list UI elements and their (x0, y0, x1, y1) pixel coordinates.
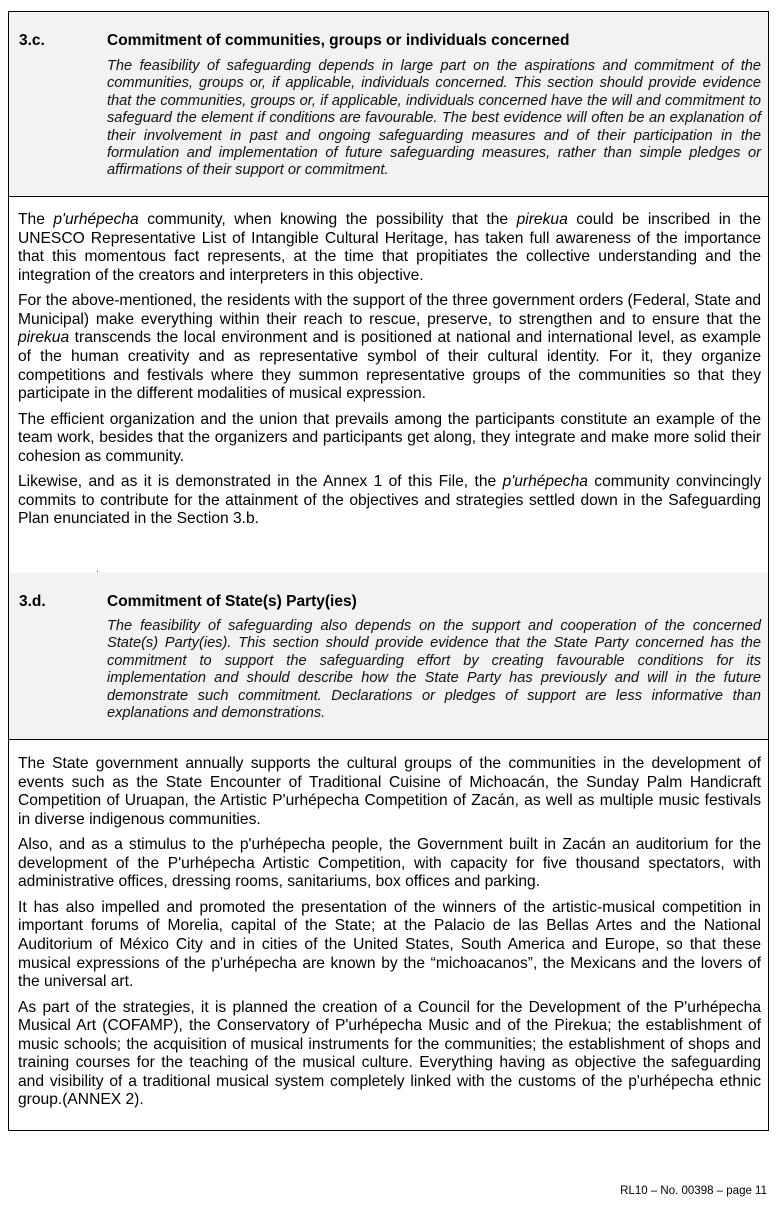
italic-term: pirekua (516, 211, 568, 228)
paragraph (18, 473, 761, 529)
text-run: community, when knowing the possibility that the (138, 211, 517, 228)
paragraph (18, 292, 761, 404)
section-number: 3.c. (19, 32, 45, 49)
section-3d-header (9, 573, 768, 740)
section-number: 3.d. (19, 593, 46, 610)
section-guidance: The feasibility of safeguarding also depends on the support and cooperation of the concerned State(s) Party(ies). This section should provide evidence that the State Party concerned has the commitment to support the safeguarding effort by creating favourable conditions for its implementation and should describe how the State Party has previously and will in the future demonstrate such commitment. Declarations or pledges of support are less informative than explanations and demonstrations. (107, 618, 761, 722)
section-title: Commitment of communities, groups or individuals concerned (107, 32, 570, 49)
text-run: The (18, 211, 54, 228)
text-run: transcends the local environment and is positioned at national and international level, as example of the human creativity and as representative symbol of their cultural identity. For it, they organize competitions and festivals where they summon representative groups of the communities so that they participate in the different modalities of musical expression. (18, 329, 761, 403)
section-3c-body (18, 211, 761, 536)
italic-term: p'urhépecha (502, 473, 588, 491)
paragraph: The State government annually supports the cultural groups of the communities in the development of events such as the State Encounter of Traditional Cuisine of Michoacán, the Sunday Palm Handicraft Competition of Uruapan, the Artistic P'urhépecha Competition of Zacán, as well as multiple music festivals in diverse indigenous communities. (18, 755, 761, 828)
text-run: community convincingly commits to contribute for the attainment of the objectives and strategies settled down in the Safeguarding Plan enunciated in the Section 3.b. (18, 473, 762, 528)
form-frame (8, 11, 769, 1131)
section-title: Commitment of State(s) Party(ies) (107, 593, 357, 610)
section-3c-header (9, 12, 768, 197)
text-run: Likewise, and as it is demonstrated in the Annex 1 of this File, the (18, 473, 503, 491)
page-footer: RL10 – No. 00398 – page 11 (620, 1185, 767, 1197)
stray-mark (97, 571, 98, 572)
paragraph: It has also impelled and promoted the presentation of the winners of the artistic-musical competition in important forums of Morelia, capital of the State; at the Palacio de las Bellas Artes and the National Auditorium of México City and in cities of the United States, South America and Europe, so that these musical expressions of the p'urhépecha are known by the “michoacanos”, the Mexicans and the lovers of the universal art. (18, 898, 761, 991)
paragraph: Also, and as a stimulus to the p'urhépecha people, the Government built in Zacán an auditorium for the development of the P'urhépecha Artistic Competition, with capacity for five thousand spectators, with administrative offices, dressing rooms, sanitariums, box offices and parking. (18, 836, 761, 891)
paragraph: The efficient organization and the union that prevails among the participants constitute an example of the team work, besides that the organizers and participants get along, they integrate and make more solid their cohesion as community. (18, 410, 761, 465)
section-guidance: The feasibility of safeguarding depends in large part on the aspirations and commitment of the communities, groups or, if applicable, individuals concerned. This section should provide evidence that the communities, groups or, if applicable, individuals concerned have the will and commitment to safeguard the element if conditions are favourable. The best evidence will often be an explanation of their involvement in past and ongoing safeguarding measures and of their participation in the formulation and implementation of future safeguarding measures, rather than simple pledges or affirmations of their support or commitment. (107, 58, 761, 179)
section-3d-body (18, 755, 761, 1117)
italic-term: pirekua (18, 329, 70, 347)
paragraph: As part of the strategies, it is planned the creation of a Council for the Development of the P'urhépecha Musical Art (COFAMP), the Conservatory of P'urhépecha Music and of the Pirekua; the establishment of music schools; the acquisition of musical instruments for the communities; the establishment of shops and training courses for the teaching of the musical culture. Everything having as objective the safeguarding and visibility of a traditional musical system completely linked with the customs of the p'urhépecha ethnic group.(ANNEX 2). (18, 998, 761, 1109)
paragraph (18, 211, 761, 285)
text-run: could be inscribed in the UNESCO Representative List of Intangible Cultural Heritage, has taken full awareness of the importance that this momentous fact represents, at the time that propitiates the collective understanding and the integration of the creators and interpreters in this objective. (18, 211, 761, 284)
italic-term: p'urhépecha (53, 211, 139, 228)
text-run: For the above-mentioned, the residents with the support of the three government orders (Federal, State and Municipal) make everything within their reach to rescue, preserve, to strengthen and to ensure that the (18, 292, 761, 328)
